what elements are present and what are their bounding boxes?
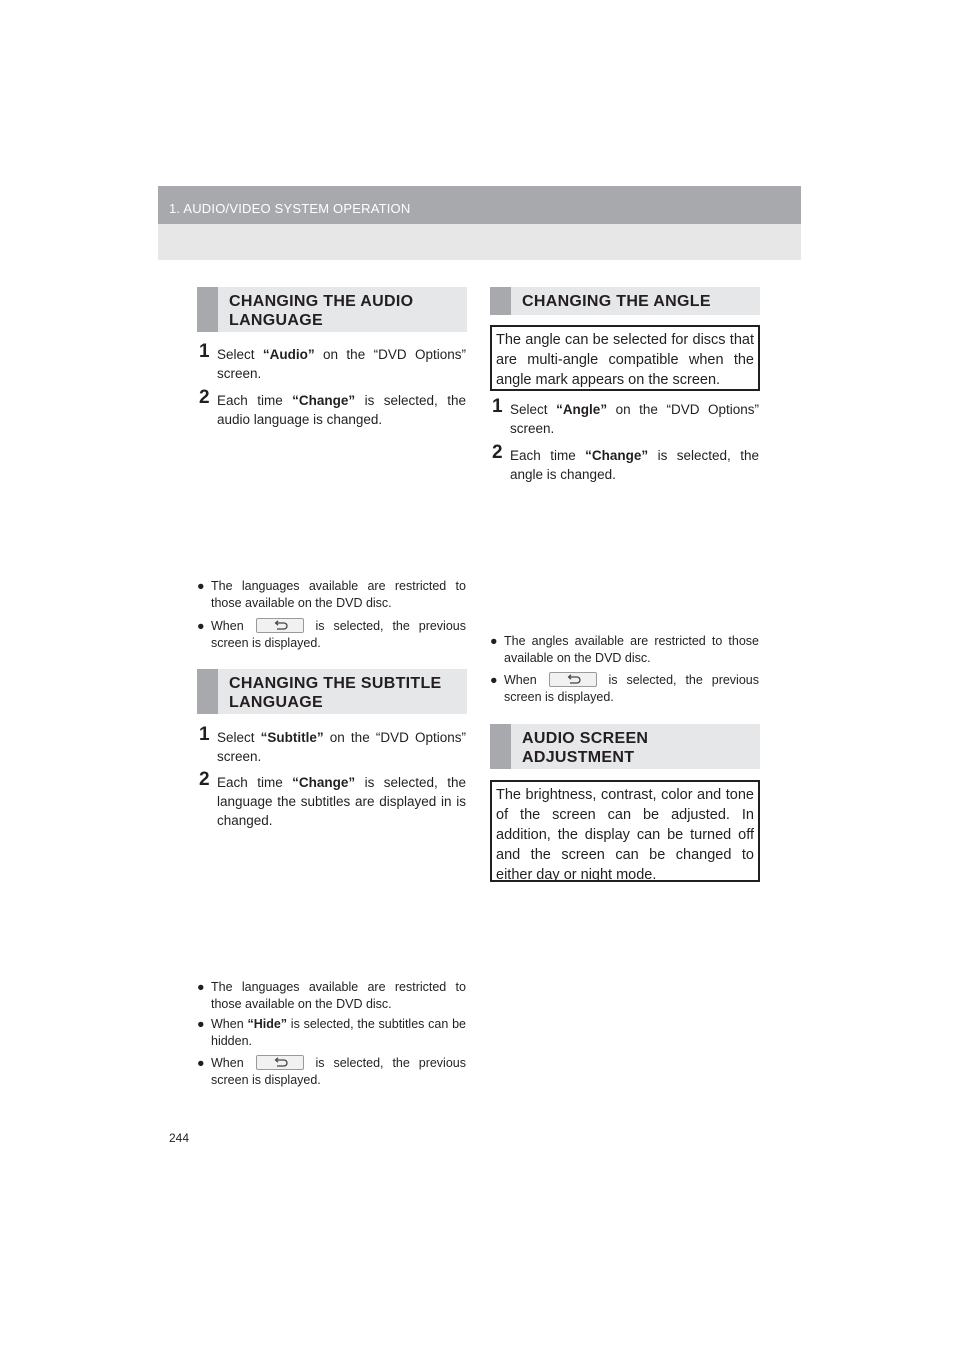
heading-title: CHANGING THE AUDIO LANGUAGE <box>229 293 414 329</box>
angle-step-2 <box>492 442 759 484</box>
step-text: is selected, the angle is changed. <box>510 448 759 482</box>
heading-title: CHANGING THE SUBTITLE LANGUAGE <box>229 675 442 711</box>
audio-step-1 <box>199 341 466 383</box>
heading-bar <box>490 724 511 769</box>
step-text: is selected, the audio language is changed. <box>217 393 466 427</box>
step-text: on the “DVD Options” screen. <box>510 402 759 436</box>
heading-title: AUDIO SCREEN ADJUSTMENT <box>522 730 649 766</box>
step-number: 1 <box>199 341 210 362</box>
subtitle-note-2 <box>197 1016 466 1050</box>
step-keyword: “Change” <box>292 775 356 790</box>
step-number: 2 <box>492 442 503 463</box>
step-text: Each time <box>217 393 293 408</box>
heading-audio-language <box>197 287 467 332</box>
page-number: 244 <box>169 1131 190 1145</box>
back-button-icon <box>256 1055 304 1070</box>
note-text: is selected, the previous screen is displayed. <box>504 673 759 704</box>
screen-adjustment-intro-box: The brightness, contrast, color and tone of the screen can be adjusted. In addition, the display can be turned off and the screen can be changed to either day or night mode. <box>490 780 760 882</box>
heading-bar <box>197 287 218 332</box>
subtitle-step-1 <box>199 724 466 766</box>
bullet-icon: ● <box>197 579 205 593</box>
step-text: Select <box>217 347 263 362</box>
note-text: When <box>211 619 244 633</box>
back-button-icon <box>549 672 597 687</box>
subtitle-note-1 <box>197 979 466 1013</box>
note-text: When <box>504 673 537 687</box>
subtitle-step-2 <box>199 769 466 830</box>
note-text: The languages available are restricted to those available on the DVD disc. <box>211 579 466 610</box>
heading-subtitle-language <box>197 669 467 714</box>
step-text: is selected, the language the subtitles are displayed in is changed. <box>217 775 466 828</box>
step-keyword: “Change” <box>585 448 649 463</box>
heading-audio-screen-adjustment <box>490 724 760 769</box>
step-number: 1 <box>199 724 210 745</box>
step-text: Each time <box>510 448 586 463</box>
step-text: on the “DVD Options” screen. <box>217 347 466 381</box>
bullet-icon: ● <box>197 1017 205 1031</box>
note-text: When <box>211 1056 244 1070</box>
step-keyword: “Angle” <box>556 402 608 417</box>
step-text: on the “DVD Options” screen. <box>217 730 466 764</box>
audio-note-2 <box>197 618 466 652</box>
bullet-icon: ● <box>197 980 205 994</box>
angle-note-2 <box>490 672 759 706</box>
note-text: The angles available are restricted to those available on the DVD disc. <box>504 634 759 665</box>
back-button-icon <box>256 618 304 633</box>
step-text: Each time <box>217 775 293 790</box>
section-header-title: 1. AUDIO/VIDEO SYSTEM OPERATION <box>169 201 411 216</box>
heading-bar <box>490 287 511 315</box>
heading-bar <box>197 669 218 714</box>
step-number: 2 <box>199 769 210 790</box>
step-number: 2 <box>199 387 210 408</box>
note-text: is selected, the subtitles can be hidden. <box>211 1017 466 1048</box>
bullet-icon: ● <box>490 634 498 648</box>
angle-note-1 <box>490 633 759 667</box>
bullet-icon: ● <box>490 673 498 687</box>
bullet-icon: ● <box>197 1056 205 1070</box>
step-text: Select <box>217 730 261 745</box>
step-keyword: “Subtitle” <box>260 730 324 745</box>
audio-step-2 <box>199 387 466 429</box>
step-number: 1 <box>492 396 503 417</box>
heading-angle <box>490 287 760 315</box>
bullet-icon: ● <box>197 619 205 633</box>
note-text: is selected, the previous screen is displayed. <box>211 619 466 650</box>
note-keyword: “Hide” <box>247 1017 288 1031</box>
subtitle-note-3 <box>197 1055 466 1089</box>
step-keyword: “Audio” <box>262 347 315 362</box>
audio-note-1 <box>197 578 466 612</box>
angle-step-1 <box>492 396 759 438</box>
heading-title: CHANGING THE ANGLE <box>522 293 711 310</box>
note-text: When <box>211 1017 248 1031</box>
step-keyword: “Change” <box>292 393 356 408</box>
note-text: The languages available are restricted to those available on the DVD disc. <box>211 980 466 1011</box>
note-text: is selected, the previous screen is displayed. <box>211 1056 466 1087</box>
step-text: Select <box>510 402 557 417</box>
angle-intro-box: The angle can be selected for discs that are multi-angle compatible when the angle mark appears on the screen. <box>490 325 760 391</box>
